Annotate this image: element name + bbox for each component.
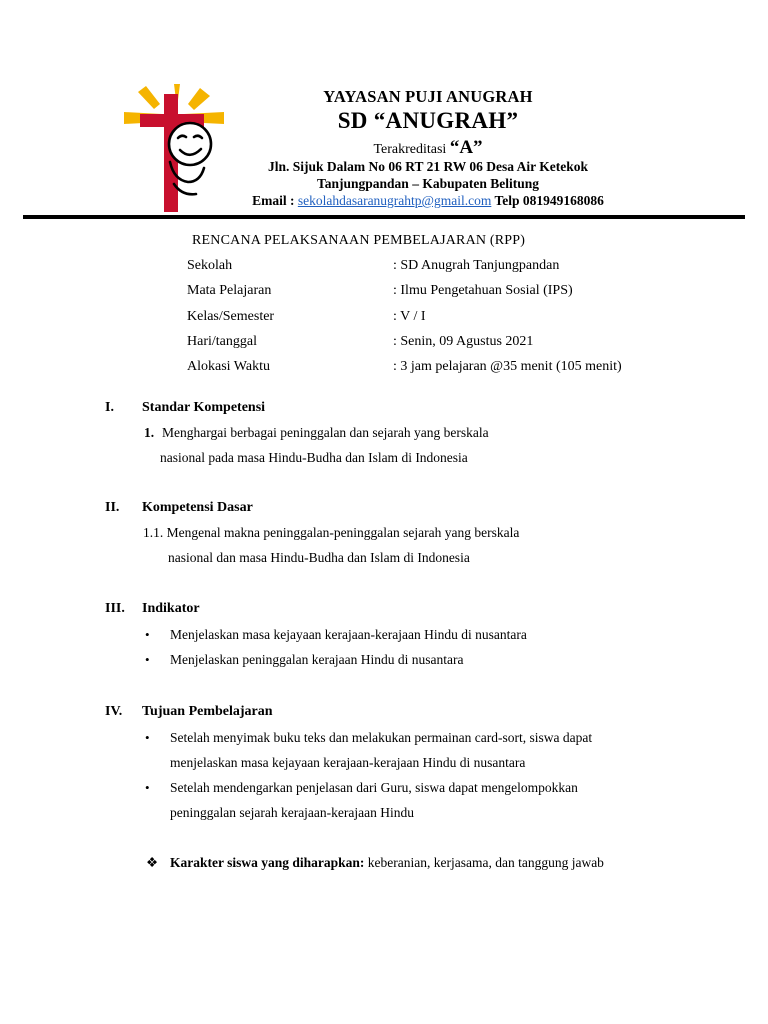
objective-2-line-2: peninggalan sejarah kerajaan-kerajaan Hindu: [170, 805, 415, 820]
bullet-icon: •: [145, 730, 150, 745]
accreditation-prefix: Terakreditasi: [373, 142, 447, 157]
objective-1-line-1: Setelah menyimak buku teks dan melakukan permainan card-sort, siswa dapat: [170, 730, 593, 745]
school-name: SD “ANUGRAH”: [337, 108, 519, 133]
foundation-name: YAYASAN PUJI ANUGRAH: [323, 87, 533, 106]
section-1-line-1: Menghargai berbagai peninggalan dan sejarah yang berskala: [162, 425, 489, 440]
email-link[interactable]: sekolahdasaranugrahtp@gmail.com: [297, 193, 492, 208]
section-1-title: Standar Kompetensi: [142, 400, 266, 415]
section-3-number: III.: [105, 601, 125, 616]
objective-1-line-2: menjelaskan masa kejayaan kerajaan-kerajaan Hindu di nusantara: [170, 755, 526, 770]
character-label: Karakter siswa yang diharapkan:: [170, 855, 365, 870]
info-value-subject: : Ilmu Pengetahuan Sosial (IPS): [393, 283, 573, 298]
diamond-bullet-icon: ❖: [146, 855, 159, 870]
contact-line: [228, 193, 628, 209]
bullet-icon: •: [145, 780, 150, 795]
accreditation-grade: “A”: [449, 137, 483, 158]
section-2-line-2: nasional dan masa Hindu-Budha dan Islam di Indonesia: [168, 550, 470, 565]
section-3-title: Indikator: [142, 601, 200, 616]
section-2-number: II.: [105, 500, 120, 515]
info-label-time: Alokasi Waktu: [187, 359, 270, 374]
school-logo-icon: [118, 84, 228, 214]
indicator-item-1: Menjelaskan masa kejayaan kerajaan-kerajaan Hindu di nusantara: [170, 627, 527, 642]
address-line-2: Tanjungpandan – Kabupaten Belitung: [317, 176, 539, 191]
email-label: Email :: [252, 193, 295, 208]
section-4-number: IV.: [105, 704, 123, 719]
section-4-title: Tujuan Pembelajaran: [142, 704, 273, 719]
info-value-date: : Senin, 09 Agustus 2021: [393, 334, 534, 349]
info-label-date: Hari/tanggal: [187, 334, 257, 349]
bullet-icon: •: [145, 627, 150, 642]
phone-number: Telp 081949168086: [494, 193, 604, 208]
info-value-time: : 3 jam pelajaran @35 menit (105 menit): [393, 359, 622, 374]
info-label-class: Kelas/Semester: [187, 309, 275, 324]
address-line-1: Jln. Sijuk Dalam No 06 RT 21 RW 06 Desa Air Ketekok: [267, 159, 589, 174]
accreditation: [228, 137, 628, 159]
section-2-title: Kompetensi Dasar: [142, 500, 253, 515]
header-divider: [23, 215, 745, 219]
character-line: [170, 855, 604, 871]
bullet-icon: •: [145, 652, 150, 667]
info-label-school: Sekolah: [187, 258, 233, 273]
indicator-item-2: Menjelaskan peninggalan kerajaan Hindu di nusantara: [170, 652, 464, 667]
section-1-item-number: 1.: [144, 425, 155, 440]
section-1-number: I.: [105, 400, 114, 415]
section-1-line-2: nasional pada masa Hindu-Budha dan Islam di Indonesia: [160, 450, 468, 465]
info-value-class: : V / I: [393, 309, 426, 324]
character-value: keberanian, kerjasama, dan tanggung jawab: [367, 855, 604, 870]
section-2-line-1: 1.1. Mengenal makna peninggalan-peninggalan sejarah yang berskala: [143, 525, 520, 540]
info-label-subject: Mata Pelajaran: [187, 283, 272, 298]
info-value-school: : SD Anugrah Tanjungpandan: [393, 258, 560, 273]
document-title: RENCANA PELAKSANAAN PEMBELAJARAN (RPP): [192, 233, 526, 248]
objective-2-line-1: Setelah mendengarkan penjelasan dari Guru, siswa dapat mengelompokkan: [170, 780, 578, 795]
